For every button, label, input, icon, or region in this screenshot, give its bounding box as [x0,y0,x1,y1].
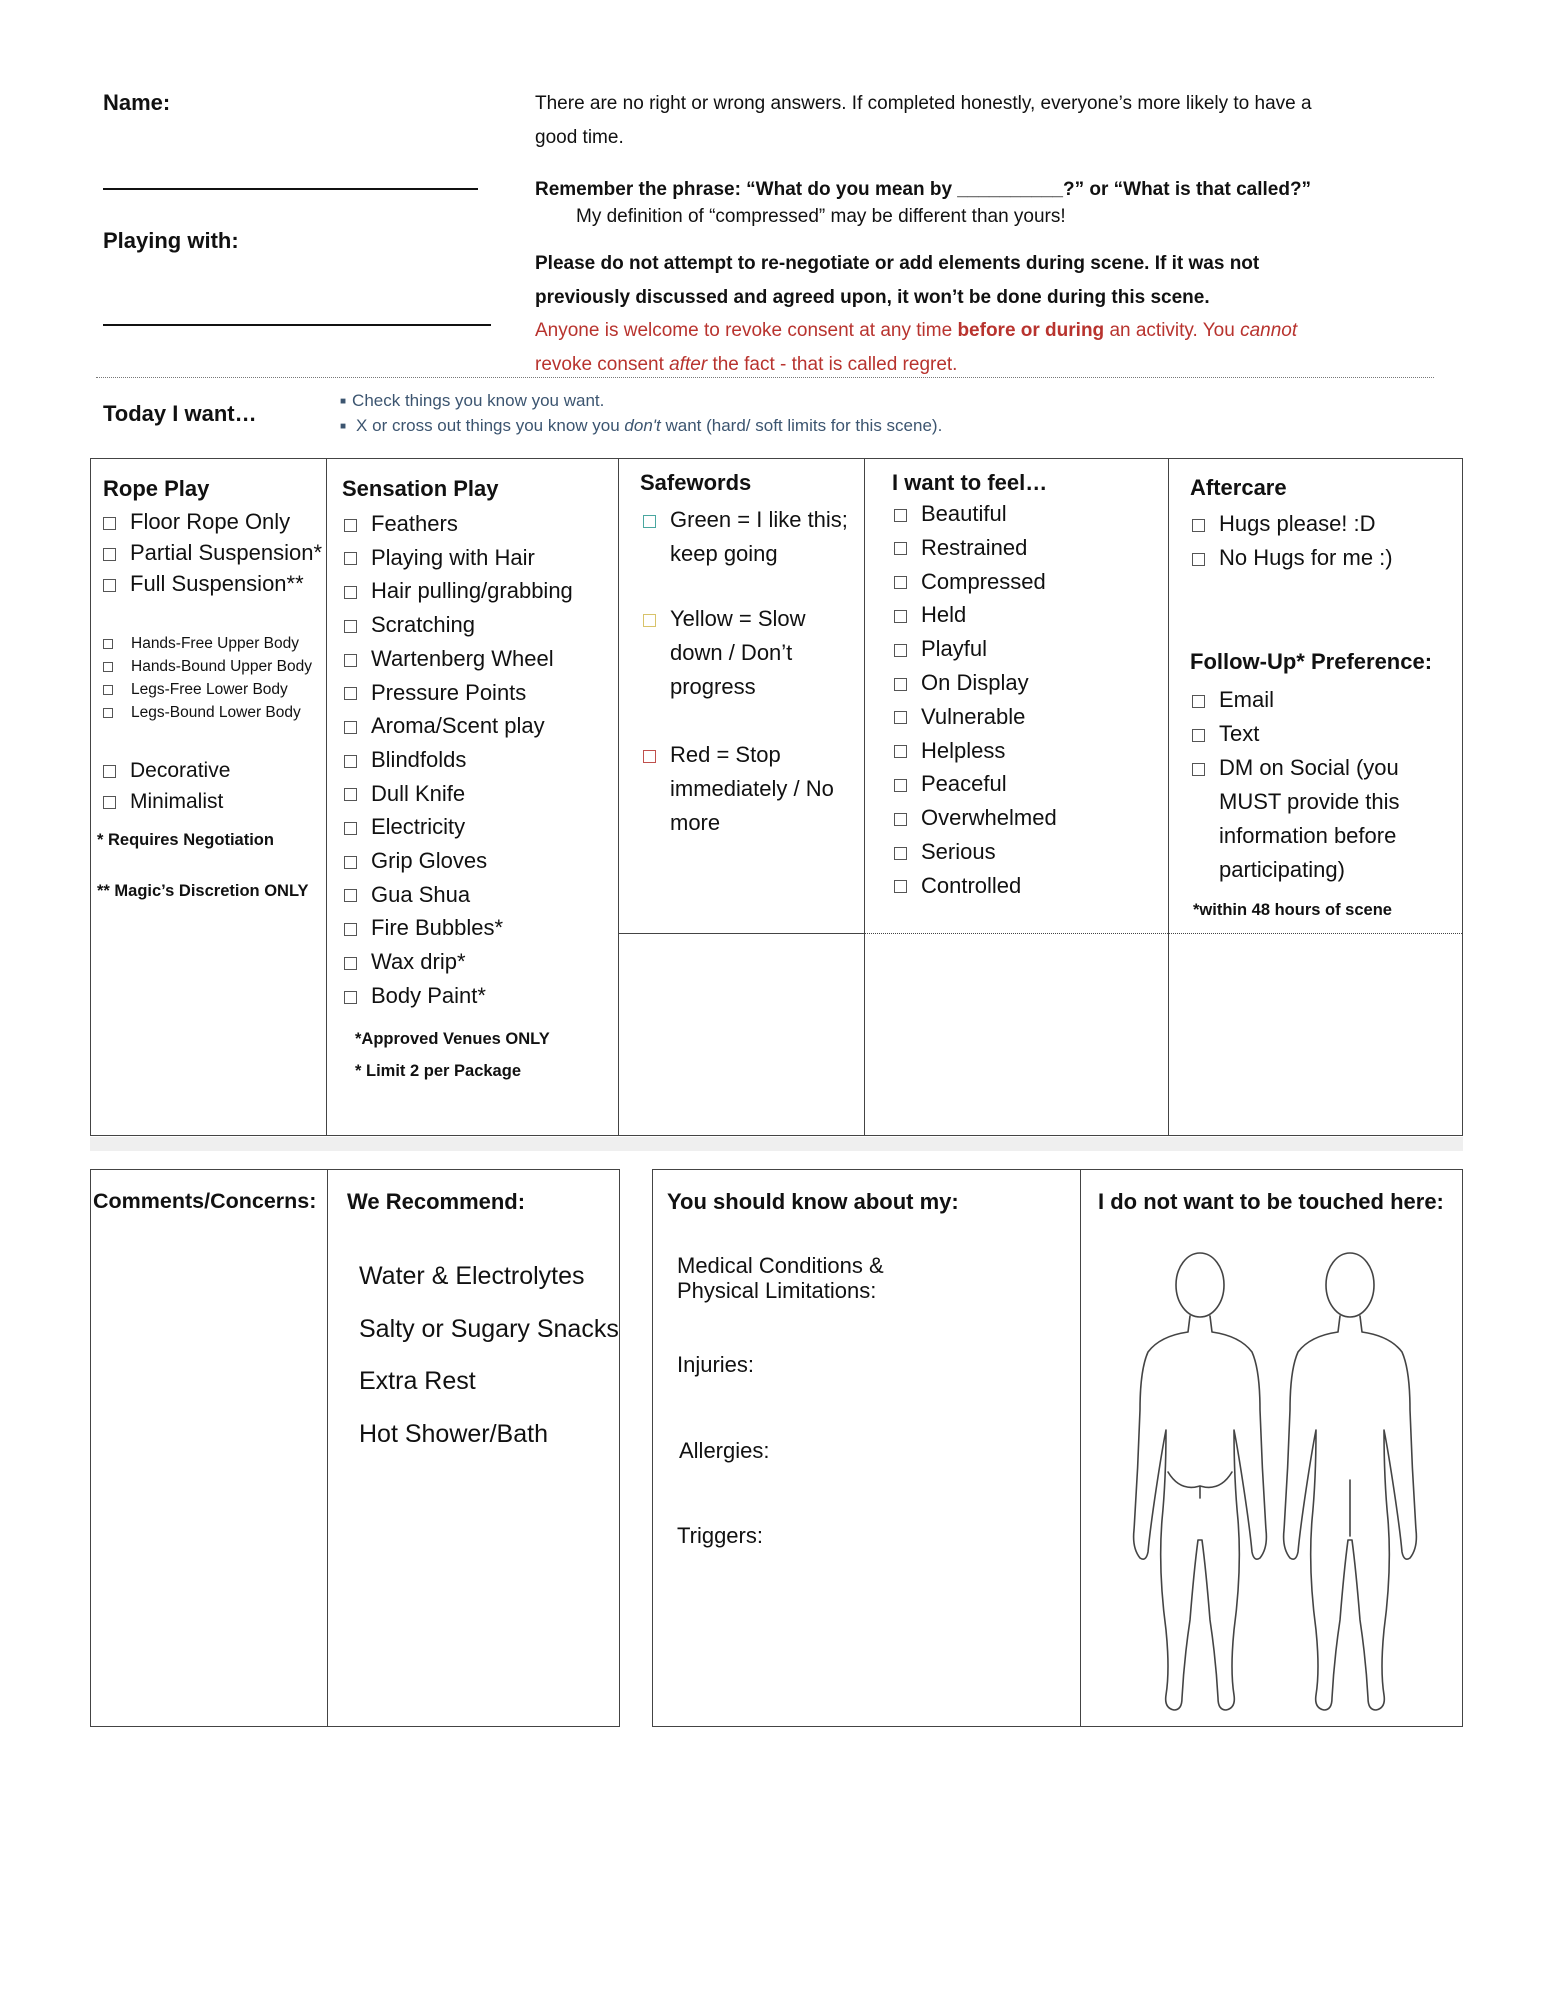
feel-label: Playful [921,636,988,662]
aftercare-title: Aftercare [1190,475,1287,500]
safeword-red-line: immediately / No [670,776,834,801]
feel-item[interactable] [894,598,1057,632]
remember-phrase: Remember the phrase: “What do you mean by __________?” or “What is that called?” [535,179,1312,200]
rope-note-1: * Requires Negotiation [97,831,274,849]
checkbox[interactable] [344,687,357,700]
grid-divider [864,458,865,1136]
checkbox[interactable] [103,765,116,778]
rope-style-label: Decorative [130,759,231,782]
sensation-label: Blindfolds [371,746,467,772]
checkbox[interactable] [344,957,357,970]
green-checkbox[interactable] [643,515,656,528]
followup-item[interactable] [1192,683,1400,717]
sensation-label: Pressure Points [371,679,527,705]
rope-item-label: Partial Suspension* [130,540,323,565]
checkbox[interactable] [103,685,113,695]
feel-label: Beautiful [921,501,1007,526]
safeword-yellow [643,602,806,704]
consent-text [535,314,1297,382]
sensation-label: Body Paint* [371,982,486,1008]
feel-item[interactable] [894,734,1057,768]
checkbox[interactable] [344,856,357,869]
sensation-label: Grip Gloves [371,848,488,874]
sensation-item[interactable] [344,878,573,912]
checkbox[interactable] [1192,763,1205,776]
feel-label: Controlled [921,872,1022,898]
checkbox[interactable] [344,788,357,801]
hint-2a: X or cross out things you know you [356,416,625,435]
recommend-list [359,1250,619,1461]
today-hint-1 [340,391,604,411]
checkbox[interactable] [344,889,357,902]
checkbox[interactable] [894,711,907,724]
grid-divider [1080,1169,1081,1727]
checkbox[interactable] [103,517,116,530]
checkbox[interactable] [894,745,907,758]
green-text-1: Green = I like this; [670,507,848,532]
yellow-checkbox[interactable] [643,614,656,627]
safeword-green-line: keep going [670,541,778,566]
feel-item[interactable] [894,869,1057,903]
aftercare-list [1192,507,1393,575]
safeword-green [643,503,848,571]
safeword-green-line [643,503,848,537]
intro-line-2: good time. [535,127,624,148]
checkbox[interactable] [344,620,357,633]
followup-label: Email [1219,687,1275,712]
red-text-1: Red = Stop [670,742,781,767]
checkbox[interactable] [894,542,907,555]
sensation-label: Aroma/Scent play [371,713,545,739]
bullet-icon: ■ [340,421,347,432]
injuries-label: Injuries: [677,1352,755,1377]
feel-item[interactable] [894,497,1057,531]
followup-note: *within 48 hours of scene [1193,901,1392,919]
sensation-label: Fire Bubbles* [371,915,504,941]
rope-item-label: Full Suspension** [130,571,304,596]
know-title: You should know about my: [667,1189,959,1214]
bullet-icon: ■ [340,396,347,407]
recommend-title: We Recommend: [347,1189,526,1214]
checkbox[interactable] [344,721,357,734]
rope-style-item[interactable] [103,755,230,786]
today-label: Today I want… [103,401,257,426]
hint-2c: want (hard/ soft limits for this scene). [660,416,943,435]
sensation-item[interactable] [344,709,573,743]
checkbox[interactable] [103,639,113,649]
rope-style-list [103,755,230,817]
sensation-label: Playing with Hair [371,544,535,570]
sensation-label: Hair pulling/grabbing [371,578,573,604]
checkbox[interactable] [103,579,116,592]
grid-shadow [90,1137,1463,1151]
sensation-label: Scratching [371,612,475,638]
feel-item[interactable] [894,666,1057,700]
rope-small-item[interactable] [103,655,312,678]
rope-small-list [103,632,312,724]
body-diagram[interactable] [1120,1240,1440,1720]
grid-divider [327,1169,328,1727]
triggers-label: Triggers: [677,1523,763,1548]
checkbox[interactable] [103,548,116,561]
checkbox[interactable] [344,923,357,936]
comments-title: Comments/Concerns: [93,1189,317,1213]
sensation-item[interactable] [344,911,573,945]
sensation-item[interactable] [344,608,573,642]
aftercare-label: Hugs please! :D [1219,511,1376,536]
rope-play-title: Rope Play [103,476,210,501]
feel-label: On Display [921,669,1029,695]
aftercare-item[interactable] [1192,541,1393,575]
rope-small-item[interactable] [103,701,312,724]
today-hint-2 [340,416,942,436]
followup-item-dm[interactable] [1192,751,1400,785]
name-label: Name: [103,90,171,115]
sensation-label: Electricity [371,814,466,840]
sensation-label: Gua Shua [371,881,471,907]
sensation-item[interactable] [344,945,573,979]
checkbox[interactable] [894,779,907,792]
rope-small-item[interactable] [103,678,312,701]
recommend-item: Salty or Sugary Snacks [359,1314,619,1343]
feel-label: Vulnerable [921,703,1026,729]
rope-style-label: Minimalist [130,790,224,813]
rope-item[interactable] [103,568,322,599]
sensation-item[interactable] [344,574,573,608]
feel-label: Compressed [921,568,1046,594]
medical-line-2: Physical Limitations: [677,1278,877,1303]
followup-dm-line: information before [1219,823,1397,848]
followup-label: Text [1219,721,1260,746]
consent-g: the fact - that is called regret. [707,354,958,375]
checkbox[interactable] [103,662,113,672]
sensation-item[interactable] [344,676,573,710]
checkbox[interactable] [894,644,907,657]
hint-1-text: Check things you know you want. [352,391,605,410]
checkbox[interactable] [1192,519,1205,532]
safeword-red-line [643,738,834,772]
followup-dm-line: participating) [1219,857,1345,882]
sensation-note-2: * Limit 2 per Package [355,1062,521,1080]
sensation-item[interactable] [344,541,573,575]
checkbox[interactable] [1192,729,1205,742]
renegotiate-line-2: previously discussed and agreed upon, it won’t be done during this scene. [535,287,1210,308]
checkbox[interactable] [894,880,907,893]
red-checkbox[interactable] [643,750,656,763]
checkbox[interactable] [344,755,357,768]
aftercare-label: No Hugs for me :) [1219,545,1393,570]
grid-divider [326,458,327,1136]
safeword-red-line: more [670,810,721,835]
checkbox[interactable] [344,991,357,1004]
sensation-label: Dull Knife [371,780,466,806]
consent-e: revoke consent [535,354,670,375]
grid-divider [864,933,1462,934]
feel-label: Held [921,602,967,628]
sensation-item[interactable] [344,642,573,676]
rope-item[interactable] [103,537,322,568]
intro-line-1: There are no right or wrong answers. If completed honestly, everyone’s more likely to have a [535,93,1312,114]
rope-style-item[interactable] [103,786,230,817]
checkbox[interactable] [894,847,907,860]
feel-title: I want to feel… [892,470,1048,495]
sensation-play-title: Sensation Play [342,476,499,501]
consent-line-1 [535,314,1297,348]
grid-divider [1168,458,1169,1136]
checkbox[interactable] [344,822,357,835]
feel-list [894,497,1057,903]
rope-item[interactable] [103,506,322,537]
yellow-text-1: Yellow = Slow [670,606,806,631]
feel-item[interactable] [894,632,1057,666]
rope-small-label: Legs-Bound Lower Body [131,704,301,721]
feel-item[interactable] [894,565,1057,599]
checkbox[interactable] [103,708,113,718]
followup-dm-line: MUST provide this [1219,789,1400,814]
feel-label: Helpless [921,737,1006,763]
checkbox[interactable] [344,654,357,667]
feel-item[interactable] [894,835,1057,869]
feel-label: Peaceful [921,771,1007,797]
sensation-item[interactable] [344,979,573,1013]
safeword-yellow-line [643,602,806,636]
consent-d: cannot [1240,320,1298,341]
body-front-icon[interactable] [1284,1253,1417,1710]
followup-list [1192,683,1400,887]
checkbox[interactable] [894,678,907,691]
touch-title: I do not want to be touched here: [1098,1189,1444,1214]
checkbox[interactable] [344,552,357,565]
recommend-item: Water & Electrolytes [359,1262,585,1290]
allergies-label: Allergies: [679,1438,770,1463]
sensation-label: Wartenberg Wheel [371,645,554,671]
sensation-list [344,507,573,1013]
safeword-yellow-line: down / Don’t [670,640,793,665]
checkbox[interactable] [894,610,907,623]
sensation-item[interactable] [344,777,573,811]
body-back-icon[interactable] [1134,1253,1267,1710]
sensation-item[interactable] [344,844,573,878]
sensation-item[interactable] [344,507,573,541]
feel-item[interactable] [894,531,1057,565]
sensation-label: Wax drip* [371,949,466,975]
medical-label [677,1253,884,1303]
hint-2b: don't [624,416,661,435]
consent-a: Anyone is welcome to revoke consent at any time [535,320,958,341]
checkbox[interactable] [344,519,357,532]
safewords-title: Safewords [640,470,752,495]
aftercare-item[interactable] [1192,507,1393,541]
feel-item[interactable] [894,801,1057,835]
playing-with-label: Playing with: [103,228,239,253]
rope-small-label: Legs-Free Lower Body [131,681,288,698]
followup-dm-1: DM on Social (you [1219,755,1399,780]
checkbox[interactable] [894,509,907,522]
checkbox[interactable] [344,586,357,599]
safeword-yellow-line: progress [670,674,756,699]
feel-item[interactable] [894,767,1057,801]
rope-small-label: Hands-Free Upper Body [131,635,299,652]
header-divider [96,377,1434,378]
definition-note: My definition of “compressed” may be different than yours! [576,206,1066,227]
consent-c: an activity. You [1104,320,1241,341]
rope-note-2: ** Magic’s Discretion ONLY [97,882,309,900]
playing-with-line[interactable] [103,324,491,326]
sensation-item[interactable] [344,743,573,777]
rope-play-list [103,506,322,599]
sensation-note-1: *Approved Venues ONLY [355,1030,550,1048]
grid-divider [618,933,864,934]
name-line[interactable] [103,188,478,190]
checkbox[interactable] [894,576,907,589]
rope-small-item[interactable] [103,632,312,655]
followup-item[interactable] [1192,717,1400,751]
feel-item[interactable] [894,700,1057,734]
feel-label: Restrained [921,534,1028,560]
rope-item-label: Floor Rope Only [130,509,291,534]
renegotiate-text [535,247,1259,315]
consent-f: after [669,354,708,375]
checkbox[interactable] [103,796,116,809]
grid-divider [618,458,619,1136]
feel-label: Serious [921,838,996,864]
renegotiate-line-1: Please do not attempt to re-negotiate or add elements during scene. If it was not [535,253,1260,274]
sensation-label: Feathers [371,511,458,536]
checkbox[interactable] [1192,553,1205,566]
rope-small-label: Hands-Bound Upper Body [131,658,312,675]
recommend-item: Hot Shower/Bath [359,1420,548,1449]
sensation-item[interactable] [344,810,573,844]
consent-b: before or during [957,320,1105,341]
intro-text [535,87,1415,155]
recommend-item: Extra Rest [359,1367,476,1396]
safeword-red [643,738,834,840]
checkbox[interactable] [1192,695,1205,708]
feel-label: Overwhelmed [921,805,1057,831]
checkbox[interactable] [894,813,907,826]
followup-title: Follow-Up* Preference: [1190,649,1433,674]
medical-line-1: Medical Conditions & [677,1253,884,1278]
